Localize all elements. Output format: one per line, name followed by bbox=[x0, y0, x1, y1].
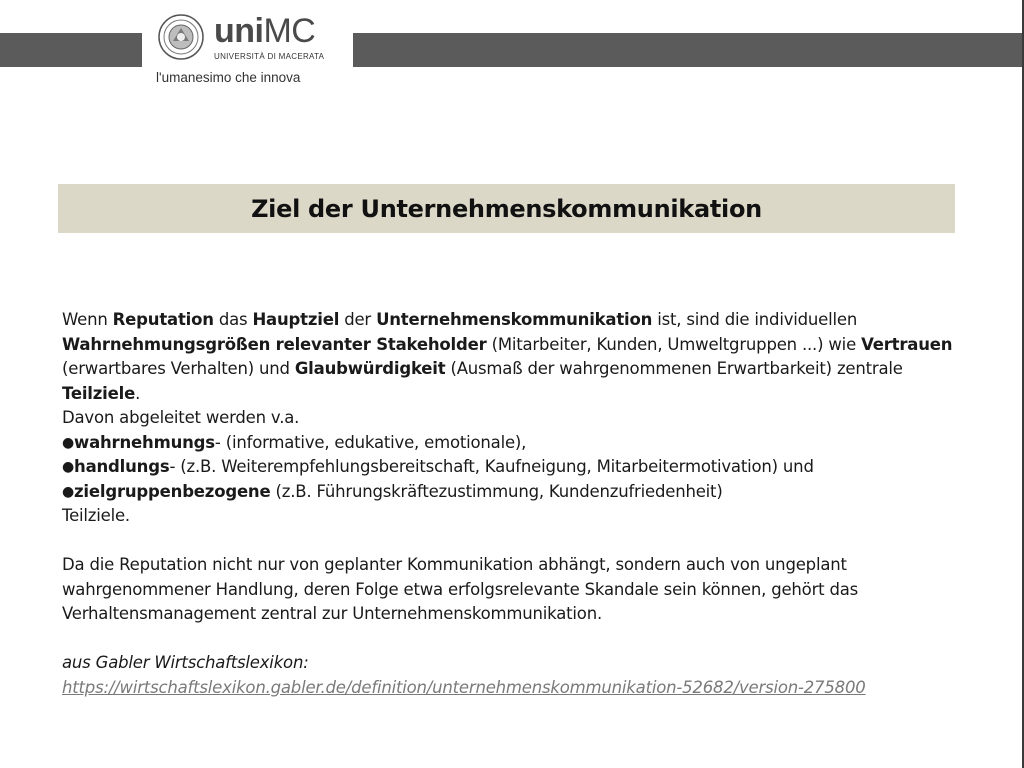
brand-wordmark: uniMC bbox=[214, 12, 316, 50]
content-body bbox=[62, 308, 962, 700]
spacer bbox=[62, 529, 962, 554]
bullet-icon: ● bbox=[62, 434, 75, 451]
tagline: l'umanesimo che innova bbox=[156, 70, 301, 85]
bullet-item: ●zielgruppenbezogene (z.B. Führungskräftezustimmung, Kundenzufriedenheit) bbox=[62, 481, 723, 501]
paragraph-behavior: Da die Reputation nicht nur von geplanter Kommunikation abhängt, sondern auch von ungeplant wahrgenommener Handlung, deren Folge etwa erfolgsrelevante Skandale sein können, gehört das Verhaltensmanagement zentral zur Unternehmenskommunikation. bbox=[62, 555, 859, 623]
paragraph-intro: Wenn Reputation das Hauptziel der Unternehmenskommunikation ist, sind die individuellen Wahrnehmungsgrößen relevanter Stakeholder (Mitarbeiter, Kunden, Umweltgruppen ...) wie Vertrauen (erwartbares Verhalten) und Glaubwürdigkeit (Ausmaß der wahrgenommenen Erwartbarkeit) zentrale Teilziele. bbox=[62, 310, 953, 403]
bullet-item: ●handlungs- (z.B. Weiterempfehlungsbereitschaft, Kaufneigung, Mitarbeitermotivation) und bbox=[62, 457, 814, 476]
university-logo bbox=[148, 8, 348, 88]
header-bar-left bbox=[0, 33, 142, 67]
teilziele-line: Teilziele. bbox=[62, 506, 130, 525]
derived-intro: Davon abgeleitet werden v.a. bbox=[62, 408, 300, 427]
bullet-icon: ● bbox=[62, 483, 75, 500]
university-seal-icon bbox=[158, 14, 204, 60]
university-name: UNIVERSITÀ DI MACERATA bbox=[214, 52, 325, 61]
bullet-icon: ● bbox=[62, 459, 75, 475]
header-bar-right bbox=[353, 33, 1024, 67]
title-band bbox=[58, 184, 955, 233]
source-link[interactable]: https://wirtschaftslexikon.gabler.de/definition/unternehmenskommunikation-52682/version-275800 bbox=[62, 677, 866, 697]
bullet-item: ●wahrnehmungs- (informative, edukative, emotionale), bbox=[62, 432, 527, 452]
spacer bbox=[62, 627, 962, 652]
source-label: aus Gabler Wirtschaftslexikon: bbox=[62, 653, 309, 672]
slide-title: Ziel der Unternehmenskommunikation bbox=[251, 194, 762, 223]
